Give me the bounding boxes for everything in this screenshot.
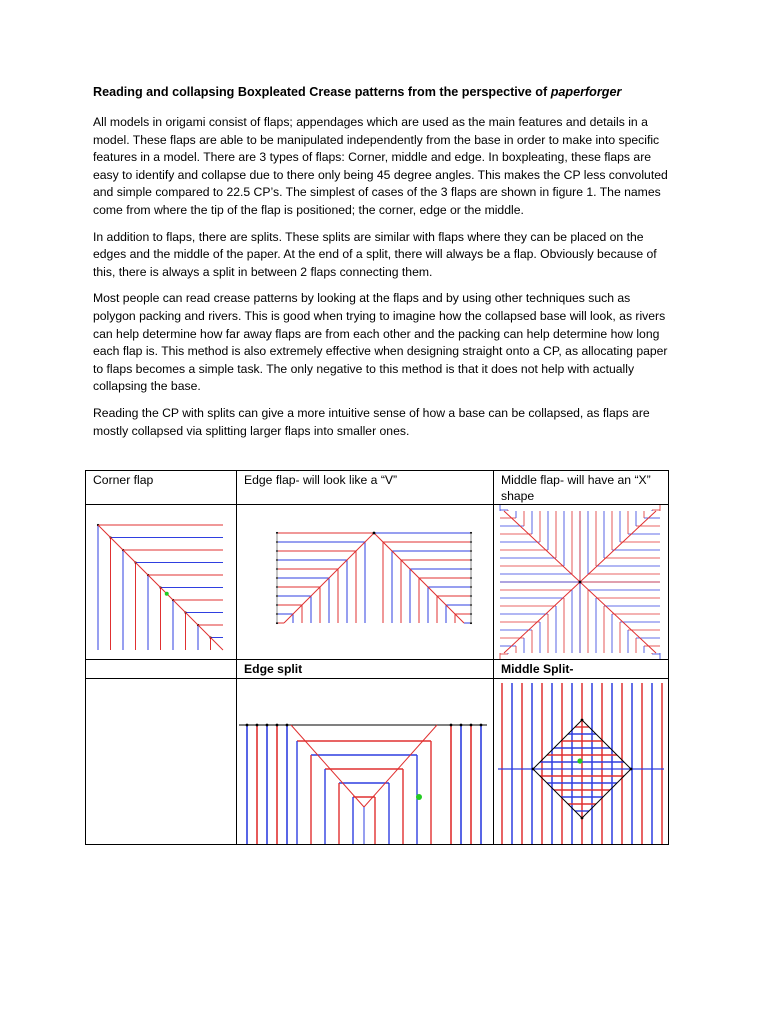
vertex-dot [470, 723, 473, 726]
vertex-dot [581, 816, 584, 819]
vertex-dot [276, 723, 279, 726]
vertex-dot [581, 718, 584, 721]
middle-split-cell [494, 678, 669, 844]
vertex-dot [256, 723, 259, 726]
vertex-dot [460, 723, 463, 726]
figure-table [85, 470, 669, 845]
header-corner-flap: Corner flap [86, 471, 237, 505]
paragraph-4: Reading the CP with splits can give a more intuitive sense of how a base can be collapsed, as flaps are mostly collapsed via splitting larger flaps into smaller ones. [93, 405, 650, 438]
header-middle-split: Middle Split- [494, 660, 669, 679]
middle-flap-diagram [494, 505, 668, 659]
edge-flap-diagram [237, 505, 493, 659]
split-marker [577, 758, 582, 763]
table-figure-row-2 [86, 678, 669, 844]
table-header-row [86, 471, 669, 505]
corner-flap-diagram [86, 505, 236, 659]
title-text: Reading and collapsing Boxpleated Crease patterns from the perspective of [93, 85, 551, 99]
paragraph-3: Most people can read crease patterns by looking at the flaps and by using other techniques such as polygon packing and rivers. This is good when trying to imagine how the collapsed base will look, as rivers can help determine how far away flaps are from each other and the packing can help determine how long each flap is. This method is also extremely effective when designing straight onto a CP, as allocating paper to flaps becomes a simple task. The only negative to this method is that it does not help with actually collapsing the base. [93, 291, 668, 394]
vertex-dot [246, 723, 249, 726]
empty-cell [86, 678, 237, 844]
header-edge-flap: Edge flap- will look like a “V” [237, 471, 494, 505]
paragraph-1: All models in origami consist of flaps; appendages which are used as the main features and details in a model. These flaps are able to be manipulated independently from the base in order to make into specific features in a model. There are 3 types of flaps: Corner, middle and edge. In boxpleating, these flaps are easy to identify and collapse due to there only being 45 degree angles. This makes the CP less convoluted and simple compared to 22.5 CP’s. The simplest of cases of the 3 flaps are shown in figure 1. The names come from where the tip of the flap is positioned; the corner, edge or the middle. [93, 115, 668, 217]
document-body [93, 84, 675, 449]
vertex-dot [480, 723, 483, 726]
table-header-row-2 [86, 660, 669, 679]
vertex-dot [373, 532, 376, 535]
corner-flap-cell [86, 505, 237, 660]
document-title [93, 84, 675, 101]
header-middle-flap: Middle flap- will have an “X” shape [494, 471, 669, 505]
flap-tip-marker [165, 592, 169, 596]
vertex-dot [579, 581, 582, 584]
vertex-dot [630, 767, 633, 770]
vertex-dot [286, 723, 289, 726]
split-diagonal [291, 725, 364, 807]
split-marker [416, 794, 422, 800]
split-diagonal [364, 725, 437, 807]
header-edge-split: Edge split [237, 660, 494, 679]
middle-flap-cell [494, 505, 669, 660]
edge-flap-cell [237, 505, 494, 660]
vertex-dot [266, 723, 269, 726]
title-emphasis: paperforger [550, 85, 622, 99]
edge-split-diagram [237, 679, 493, 844]
vertex-dot [532, 767, 535, 770]
edge-split-cell [237, 678, 494, 844]
vertex-dot [450, 723, 453, 726]
table-figure-row-1 [86, 505, 669, 660]
paragraph-2: In addition to flaps, there are splits. These splits are similar with flaps where they can be placed on the edges and the middle of the paper. At the end of a split, there will always be a flap. Obviously because of this, there is always a split in between 2 flaps connecting them. [93, 229, 657, 279]
middle-split-diagram [494, 679, 668, 844]
header-empty [86, 660, 237, 679]
